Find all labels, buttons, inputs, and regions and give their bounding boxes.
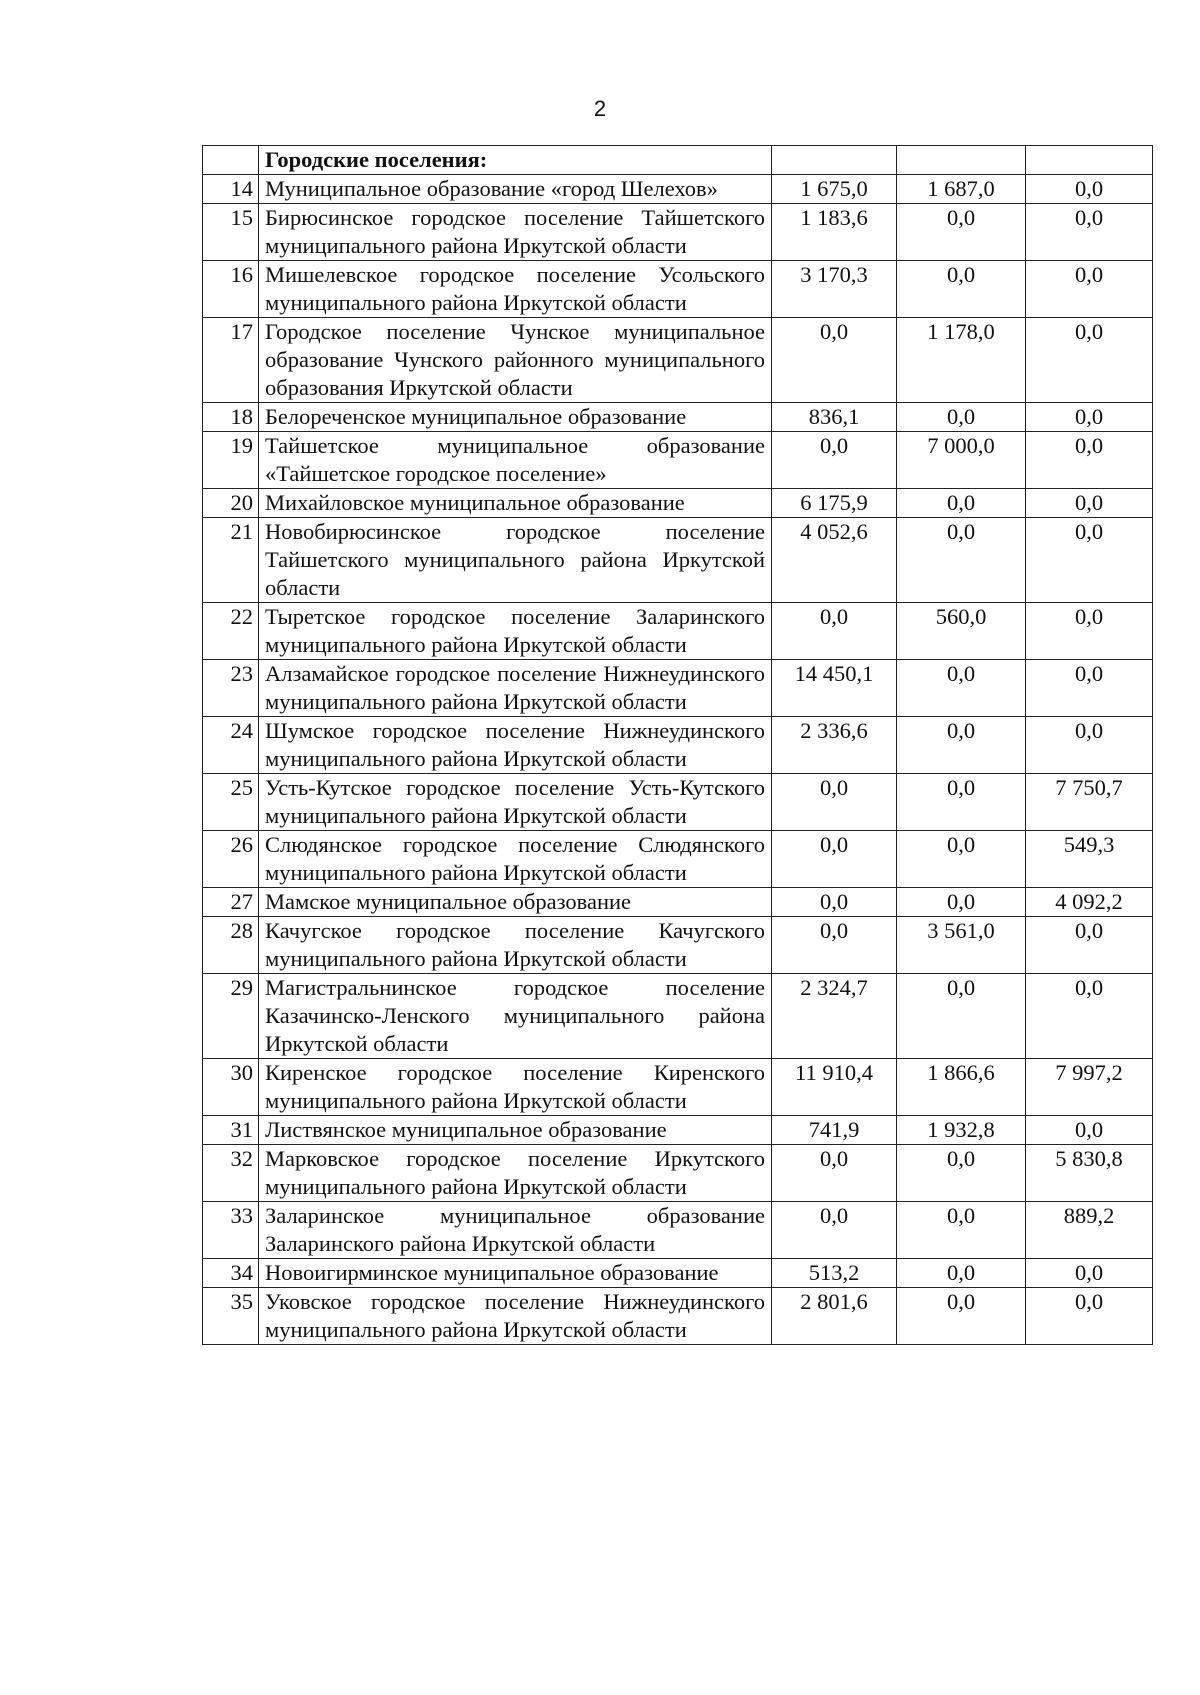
value-col-1: 1 183,6 (772, 204, 897, 261)
value-col-1: 0,0 (772, 603, 897, 660)
value-col-3: 0,0 (1026, 660, 1153, 717)
value-col-1: 0,0 (772, 1202, 897, 1259)
value-col-2: 0,0 (897, 774, 1026, 831)
row-number: 22 (203, 603, 259, 660)
value-col-3: 0,0 (1026, 917, 1153, 974)
table-row (203, 261, 1153, 318)
value-col-1: 2 336,6 (772, 717, 897, 774)
settlement-name: Уковское городское поселение Нижнеудинского муниципального района Иркутской области (259, 1288, 772, 1345)
value-col-3: 0,0 (1026, 1288, 1153, 1345)
row-number: 17 (203, 318, 259, 403)
value-col-2: 0,0 (897, 1202, 1026, 1259)
value-col-2: 1 866,6 (897, 1059, 1026, 1116)
table-row (203, 603, 1153, 660)
value-col-2: 0,0 (897, 1259, 1026, 1288)
value-col-1: 3 170,3 (772, 261, 897, 318)
row-number: 20 (203, 489, 259, 518)
value-col-2: 0,0 (897, 403, 1026, 432)
value-col-1: 836,1 (772, 403, 897, 432)
settlement-name: Городское поселение Чунское муниципальное образование Чунского районного муниципального образования Иркутской области (259, 318, 772, 403)
table-row (203, 774, 1153, 831)
table-row (203, 1116, 1153, 1145)
settlement-name: Шумское городское поселение Нижнеудинского муниципального района Иркутской области (259, 717, 772, 774)
settlement-name: Марковское городское поселение Иркутского муниципального района Иркутской области (259, 1145, 772, 1202)
row-number: 23 (203, 660, 259, 717)
row-number: 21 (203, 518, 259, 603)
row-number: 16 (203, 261, 259, 318)
value-col-1: 0,0 (772, 318, 897, 403)
value-col-1: 0,0 (772, 432, 897, 489)
section-header-row (203, 146, 1153, 175)
page-number: 2 (593, 96, 607, 121)
value-col-3: 5 830,8 (1026, 1145, 1153, 1202)
settlement-name: Заларинское муниципальное образование Заларинского района Иркутской области (259, 1202, 772, 1259)
value-col-2: 0,0 (897, 660, 1026, 717)
table-row (203, 917, 1153, 974)
row-number: 35 (203, 1288, 259, 1345)
value-col-1: 14 450,1 (772, 660, 897, 717)
value-col-1: 513,2 (772, 1259, 897, 1288)
value-col-3: 0,0 (1026, 403, 1153, 432)
value-col-2: 7 000,0 (897, 432, 1026, 489)
value-col-2: 0,0 (897, 489, 1026, 518)
value-col-3: 7 750,7 (1026, 774, 1153, 831)
value-col-3: 0,0 (1026, 1259, 1153, 1288)
row-number: 29 (203, 974, 259, 1059)
value-col-3: 0,0 (1026, 318, 1153, 403)
settlement-name: Тайшетское муниципальное образование «Тайшетское городское поселение» (259, 432, 772, 489)
table-row (203, 1145, 1153, 1202)
value-col-3: 0,0 (1026, 204, 1153, 261)
table-row (203, 974, 1153, 1059)
value-col-1: 2 801,6 (772, 1288, 897, 1345)
value-col-1: 11 910,4 (772, 1059, 897, 1116)
value-col-2: 0,0 (897, 717, 1026, 774)
settlement-name: Мамское муниципальное образование (259, 888, 772, 917)
value-col-1: 6 175,9 (772, 489, 897, 518)
settlement-name: Новобирюсинское городское поселение Тайшетского муниципального района Иркутской области (259, 518, 772, 603)
section-title: Городские поселения: (259, 146, 772, 175)
value-col-2: 0,0 (897, 1288, 1026, 1345)
value-cell (1026, 146, 1153, 175)
value-col-3: 549,3 (1026, 831, 1153, 888)
value-col-3: 889,2 (1026, 1202, 1153, 1259)
value-col-3: 0,0 (1026, 489, 1153, 518)
settlement-name: Алзамайское городское поселение Нижнеудинского муниципального района Иркутской области (259, 660, 772, 717)
value-col-2: 0,0 (897, 831, 1026, 888)
value-col-2: 0,0 (897, 518, 1026, 603)
row-number: 25 (203, 774, 259, 831)
settlement-name: Муниципальное образование «город Шелехов» (259, 175, 772, 204)
settlement-name: Качугское городское поселение Качугского муниципального района Иркутской области (259, 917, 772, 974)
value-col-3: 0,0 (1026, 974, 1153, 1059)
value-col-3: 0,0 (1026, 175, 1153, 204)
value-col-1: 1 675,0 (772, 175, 897, 204)
value-col-1: 0,0 (772, 774, 897, 831)
table-row (203, 204, 1153, 261)
value-col-3: 0,0 (1026, 518, 1153, 603)
settlement-name: Листвянское муниципальное образование (259, 1116, 772, 1145)
table-row (203, 660, 1153, 717)
row-number: 14 (203, 175, 259, 204)
row-number: 31 (203, 1116, 259, 1145)
value-col-2: 0,0 (897, 1145, 1026, 1202)
table-row (203, 175, 1153, 204)
table-row (203, 489, 1153, 518)
row-number: 18 (203, 403, 259, 432)
value-col-3: 7 997,2 (1026, 1059, 1153, 1116)
value-col-1: 0,0 (772, 888, 897, 917)
value-col-2: 0,0 (897, 974, 1026, 1059)
row-number: 32 (203, 1145, 259, 1202)
value-col-3: 4 092,2 (1026, 888, 1153, 917)
value-col-2: 0,0 (897, 888, 1026, 917)
settlement-name: Михайловское муниципальное образование (259, 489, 772, 518)
settlement-name: Новоигирминское муниципальное образование (259, 1259, 772, 1288)
table-row (203, 1259, 1153, 1288)
table-row (203, 717, 1153, 774)
settlement-name: Тыретское городское поселение Заларинского муниципального района Иркутской области (259, 603, 772, 660)
settlement-name: Киренское городское поселение Киренского муниципального района Иркутской области (259, 1059, 772, 1116)
value-col-1: 4 052,6 (772, 518, 897, 603)
row-number: 28 (203, 917, 259, 974)
row-number: 30 (203, 1059, 259, 1116)
settlement-name: Магистральнинское городское поселение Казачинско-Ленского муниципального района Иркутской области (259, 974, 772, 1059)
value-col-3: 0,0 (1026, 717, 1153, 774)
value-col-1: 741,9 (772, 1116, 897, 1145)
value-col-1: 0,0 (772, 1145, 897, 1202)
table-row (203, 432, 1153, 489)
value-col-2: 1 687,0 (897, 175, 1026, 204)
value-col-2: 0,0 (897, 261, 1026, 318)
value-col-3: 0,0 (1026, 603, 1153, 660)
table-row (203, 1202, 1153, 1259)
value-col-2: 1 178,0 (897, 318, 1026, 403)
settlement-name: Белореченское муниципальное образование (259, 403, 772, 432)
value-col-2: 1 932,8 (897, 1116, 1026, 1145)
value-col-1: 0,0 (772, 917, 897, 974)
table-row (203, 1059, 1153, 1116)
value-col-3: 0,0 (1026, 432, 1153, 489)
value-col-3: 0,0 (1026, 261, 1153, 318)
settlement-name: Бирюсинское городское поселение Тайшетского муниципального района Иркутской области (259, 204, 772, 261)
row-number: 33 (203, 1202, 259, 1259)
row-number-cell (203, 146, 259, 175)
row-number: 24 (203, 717, 259, 774)
value-cell (897, 146, 1026, 175)
settlements-table (202, 145, 1153, 1345)
value-col-2: 0,0 (897, 204, 1026, 261)
table-row (203, 888, 1153, 917)
value-col-1: 0,0 (772, 831, 897, 888)
table-row (203, 318, 1153, 403)
table-row (203, 403, 1153, 432)
value-col-2: 560,0 (897, 603, 1026, 660)
settlement-name: Слюдянское городское поселение Слюдянского муниципального района Иркутской области (259, 831, 772, 888)
settlement-name: Усть-Кутское городское поселение Усть-Кутского муниципального района Иркутской области (259, 774, 772, 831)
row-number: 34 (203, 1259, 259, 1288)
value-cell (772, 146, 897, 175)
table-row (203, 831, 1153, 888)
row-number: 26 (203, 831, 259, 888)
settlement-name: Мишелевское городское поселение Усольского муниципального района Иркутской области (259, 261, 772, 318)
row-number: 15 (203, 204, 259, 261)
row-number: 19 (203, 432, 259, 489)
row-number: 27 (203, 888, 259, 917)
table-row (203, 518, 1153, 603)
value-col-1: 2 324,7 (772, 974, 897, 1059)
value-col-3: 0,0 (1026, 1116, 1153, 1145)
value-col-2: 3 561,0 (897, 917, 1026, 974)
table-row (203, 1288, 1153, 1345)
